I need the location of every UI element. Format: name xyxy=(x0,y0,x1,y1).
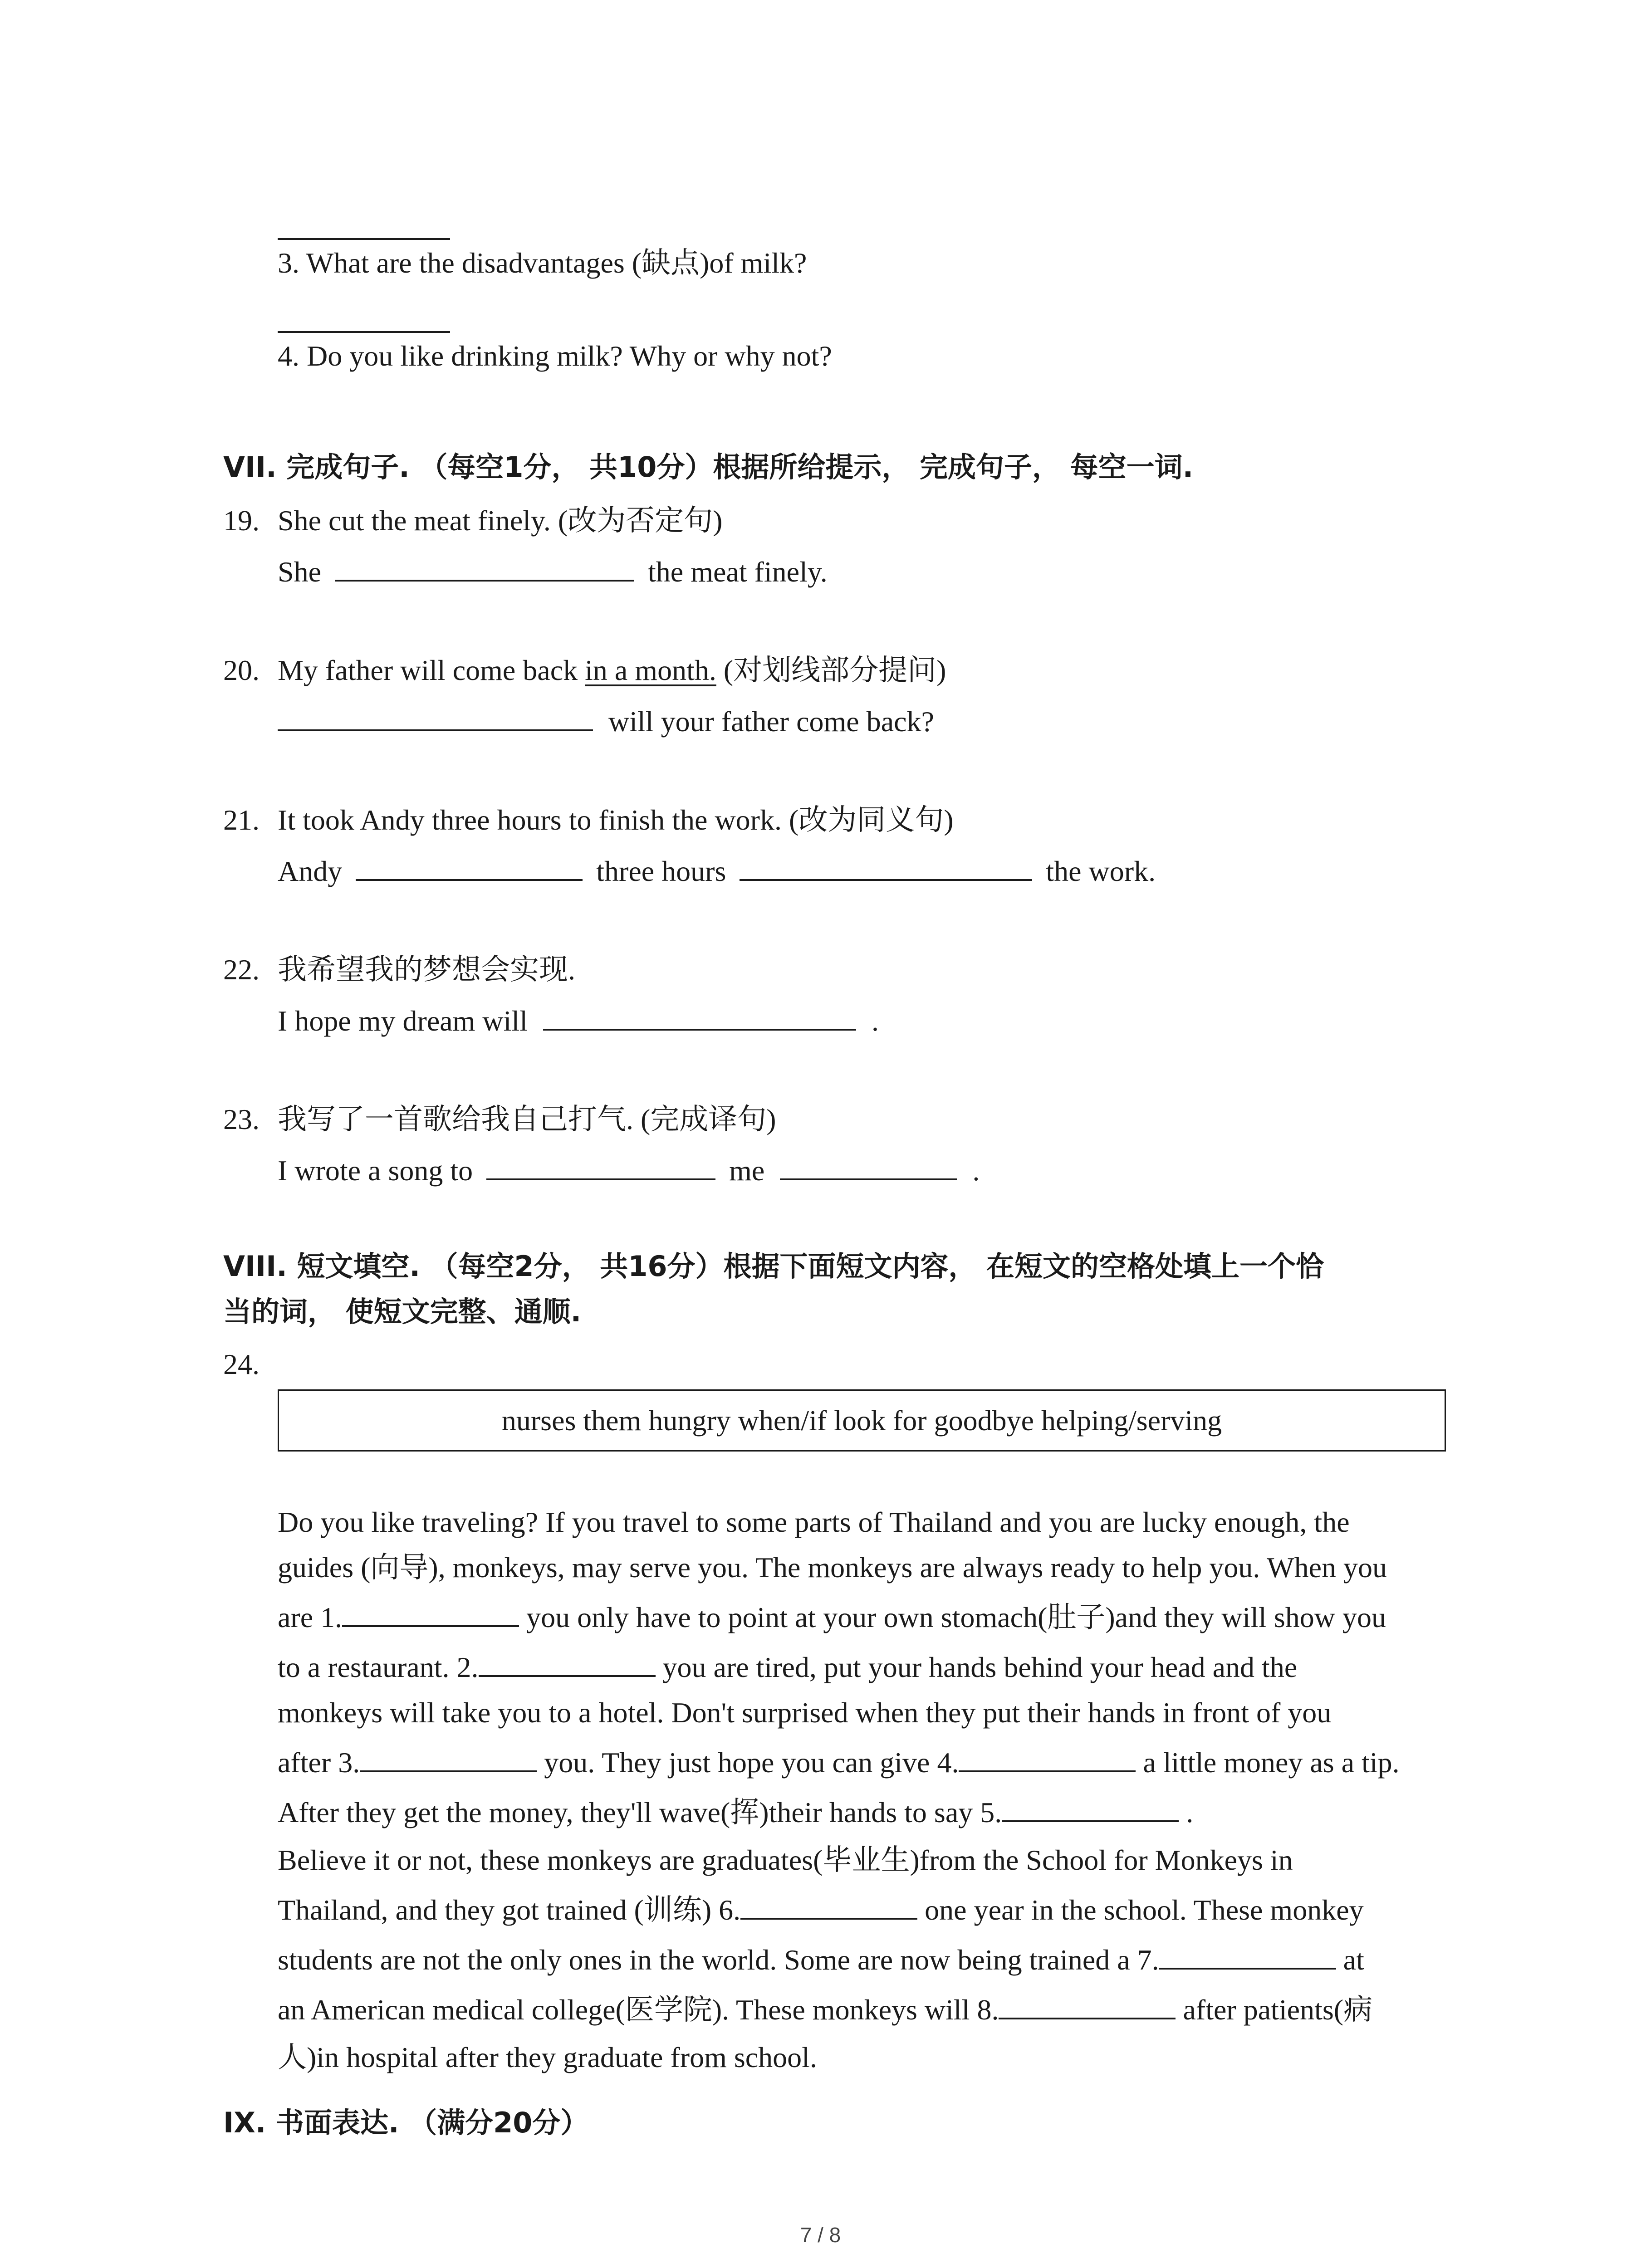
word-bank-box xyxy=(278,1389,1446,1452)
question-19-answer xyxy=(278,552,828,590)
passage-line-5: monkeys will take you to a hotel. Don't surprised when they put their hands in front of you xyxy=(278,1696,1332,1729)
answer-text: Andy xyxy=(278,855,343,887)
answer-text: She xyxy=(278,556,321,588)
question-number-21: 21. xyxy=(223,804,260,836)
blank-3[interactable] xyxy=(360,1743,537,1772)
section-8-heading-line-2: 当的词， 使短文完整、通顺. xyxy=(223,1295,582,1328)
passage-line-6 xyxy=(278,1737,1400,1788)
underlined-phrase: in a month. xyxy=(585,654,716,686)
blank-5[interactable] xyxy=(1002,1793,1179,1822)
passage-line-7 xyxy=(278,1787,1193,1838)
answer-blank[interactable] xyxy=(486,1151,715,1180)
passage-line-11 xyxy=(278,1984,1372,2035)
question-number-19: 19. xyxy=(223,504,260,537)
prompt-text: My father will come back xyxy=(278,654,585,686)
question-20-prompt xyxy=(278,652,946,689)
question-number-20: 20. xyxy=(223,654,260,686)
answer-text: I hope my dream will xyxy=(278,1005,528,1037)
blank-4[interactable] xyxy=(959,1743,1136,1772)
answer-blank[interactable] xyxy=(543,1002,856,1031)
answer-text: three hours xyxy=(596,855,726,887)
question-21-prompt: It took Andy three hours to finish the work. (改为同义句) xyxy=(278,804,954,836)
blank-2[interactable] xyxy=(479,1648,656,1677)
answer-line-q2 xyxy=(278,238,450,240)
question-number-23: 23. xyxy=(223,1103,260,1135)
passage-line-12: 人)in hospital after they graduate from school. xyxy=(278,2041,817,2073)
blank-8[interactable] xyxy=(999,1990,1176,2019)
passage-text: Thailand, and they got trained (训练) 6. xyxy=(278,1894,741,1926)
blank-7[interactable] xyxy=(1159,1941,1336,1970)
passage-line-9 xyxy=(278,1885,1364,1936)
section-9-heading: IX. 书面表达. （满分20分） xyxy=(223,2106,589,2139)
passage-line-1: Do you like traveling? If you travel to some parts of Thailand and you are lucky enough, the xyxy=(278,1506,1350,1538)
answer-text: the work. xyxy=(1046,855,1156,887)
answer-blank[interactable] xyxy=(740,852,1032,881)
question-number-22: 22. xyxy=(223,953,260,986)
answer-text: the meat finely. xyxy=(648,556,828,588)
question-22-answer xyxy=(278,1002,879,1039)
question-20-answer xyxy=(278,702,934,740)
answer-text: . xyxy=(972,1154,980,1187)
answer-text: me xyxy=(729,1154,765,1187)
answer-text: will your father come back? xyxy=(608,705,934,738)
passage-line-3 xyxy=(278,1592,1386,1643)
word-bank: nurses them hungry when/if look for goodbye helping/serving xyxy=(501,1404,1222,1437)
answer-blank[interactable] xyxy=(278,702,593,731)
passage-text: one year in the school. These monkey xyxy=(917,1894,1364,1926)
question-3: 3. What are the disadvantages (缺点)of milk? xyxy=(278,247,807,279)
passage-text: you. They just hope you can give 4. xyxy=(537,1746,959,1779)
passage-line-2: guides (向导), monkeys, may serve you. The monkeys are always ready to help you. When you xyxy=(278,1551,1387,1584)
section-8-heading-line-1: VIII. 短文填空. （每空2分， 共16分）根据下面短文内容， 在短文的空格处填上一个恰 xyxy=(223,1250,1324,1283)
question-23-prompt: 我写了一首歌给我自己打气. (完成译句) xyxy=(278,1103,776,1135)
answer-line-q3 xyxy=(278,331,450,333)
passage-text: students are not the only ones in the world. Some are now being trained a 7. xyxy=(278,1944,1159,1976)
passage-line-4 xyxy=(278,1642,1297,1693)
answer-text: I wrote a song to xyxy=(278,1154,473,1187)
passage-text: you only have to point at your own stomach(肚子)and they will show you xyxy=(519,1601,1386,1633)
passage-text: to a restaurant. 2. xyxy=(278,1651,479,1683)
question-22-prompt: 我希望我的梦想会实现. xyxy=(278,953,575,986)
blank-6[interactable] xyxy=(740,1891,917,1920)
passage-text: . xyxy=(1179,1796,1194,1828)
passage-text: at xyxy=(1336,1944,1364,1976)
passage-text: after patients(病 xyxy=(1176,1994,1373,2026)
passage-line-10 xyxy=(278,1935,1364,1985)
answer-text: . xyxy=(871,1005,879,1037)
answer-blank[interactable] xyxy=(335,552,634,582)
prompt-text: (对划线部分提问) xyxy=(716,654,946,686)
question-number-24: 24. xyxy=(223,1348,260,1380)
answer-blank[interactable] xyxy=(780,1151,957,1180)
question-19-prompt: She cut the meat finely. (改为否定句) xyxy=(278,504,723,537)
section-7-heading: VII. 完成句子. （每空1分， 共10分）根据所给提示， 完成句子， 每空一词. xyxy=(223,450,1194,484)
question-21-answer xyxy=(278,852,1156,890)
blank-1[interactable] xyxy=(342,1598,519,1627)
question-4: 4. Do you like drinking milk? Why or why not? xyxy=(278,340,832,372)
passage-text: After they get the money, they'll wave(挥)their hands to say 5. xyxy=(278,1796,1002,1828)
passage-text: are 1. xyxy=(278,1601,343,1633)
page-number: 7 / 8 xyxy=(800,2223,841,2247)
passage-text: after 3. xyxy=(278,1746,360,1779)
passage-line-8: Believe it or not, these monkeys are graduates(毕业生)from the School for Monkeys in xyxy=(278,1844,1293,1876)
passage-text: you are tired, put your hands behind your head and the xyxy=(655,1651,1298,1683)
answer-blank[interactable] xyxy=(356,852,583,881)
passage-text: a little money as a tip. xyxy=(1136,1746,1400,1779)
passage-text: an American medical college(医学院). These monkeys will 8. xyxy=(278,1994,999,2026)
question-23-answer xyxy=(278,1151,980,1189)
